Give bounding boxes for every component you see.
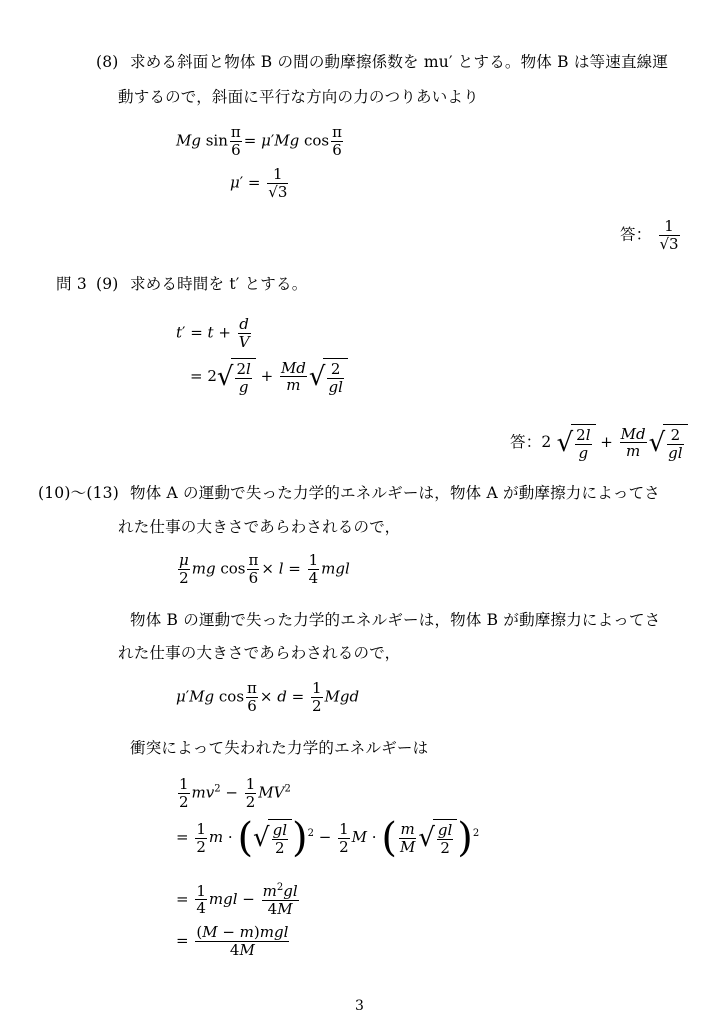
answer-8: 答： $\frac{1}{√3}$ bbox=[620, 217, 679, 253]
problem-10-text-line4: れた仕事の大きさであらわされるので， bbox=[118, 644, 401, 662]
problem-10-text-line1: 物体 A の運動で失った力学的エネルギーは，物体 A が動摩擦力によってさ bbox=[130, 484, 660, 502]
answer-8-label: 答： bbox=[620, 225, 652, 244]
answer-9-label: 答：2 bbox=[510, 432, 552, 451]
problem-8-text-line1: 求める斜面と物体 B の間の動摩擦係数を mu′ とする。物体 B は等速直線運 bbox=[130, 53, 669, 71]
answer-9: 答：2 √ $\frac{2l}{g}$ + $\frac{Md}{m}$ √ $\frac{2}{gl}$ bbox=[510, 424, 688, 462]
problem-9-label: (9) bbox=[96, 275, 119, 293]
equation-collision-loss-4: = $\frac{\text{(M − m)mgl}}{4M}$ bbox=[176, 923, 289, 959]
equation-force-balance: Mg sin $\frac{\pi}{6}$ = μ′Mg cos $\frac{\pi}{6}$ bbox=[176, 123, 342, 159]
problem-10-text-line5: 衝突によって失われた力学的エネルギーは bbox=[130, 739, 429, 757]
problem-10-text-line3: 物体 B の運動で失った力学的エネルギーは，物体 B が動摩擦力によってさ bbox=[130, 611, 661, 629]
equation-mu-prime: μ′ = $\frac{1}{√3}$ bbox=[230, 165, 288, 201]
equation-energy-a: $\frac{\mu}{2}$ mg cos $\frac{\pi}{6}$ × l = $\frac{1}{4}$ mgl bbox=[179, 551, 350, 587]
problem-8-label: (8) bbox=[96, 53, 119, 71]
problem-8-text-line2: 動するので，斜面に平行な方向の力のつりあいより bbox=[118, 88, 479, 106]
equation-t-prime-expanded: = 2√ $\frac{2l}{g}$ + $\frac{Md}{m}$ √ $\frac{2}{gl}$ bbox=[190, 358, 348, 396]
page-number: 3 bbox=[355, 998, 364, 1014]
problem-10-13-label: (10)〜(13) bbox=[38, 484, 119, 502]
question-3-label: 問 3 bbox=[56, 275, 87, 293]
problem-10-text-line2: れた仕事の大きさであらわされるので， bbox=[118, 518, 401, 536]
equation-energy-b: μ′Mg cos $\frac{\pi}{6}$ × d = $\frac{1}{2}$ Mgd bbox=[176, 679, 360, 715]
equation-collision-loss-3: = $\frac{1}{4}$ mgl − $\frac{m^2gl}{4M}$ bbox=[176, 881, 298, 918]
equation-collision-loss-2: = $\frac{1}{2}$ m · (√ $\frac{gl}{2}$ )$^2$ − $\frac{1}{2}$ M · ( $\frac{m}{M}$ √ $\frac{gl}{2}$ )$^2$ bbox=[176, 815, 480, 861]
problem-9-text: 求める時間を t′ とする。 bbox=[130, 275, 308, 293]
equation-t-prime: t′ = t + $\frac{d}{V}$ bbox=[176, 315, 250, 351]
equation-collision-loss-1: $\frac{1}{2}$ $mv^2$ − $\frac{1}{2}$ $MV^2$ bbox=[179, 775, 291, 811]
